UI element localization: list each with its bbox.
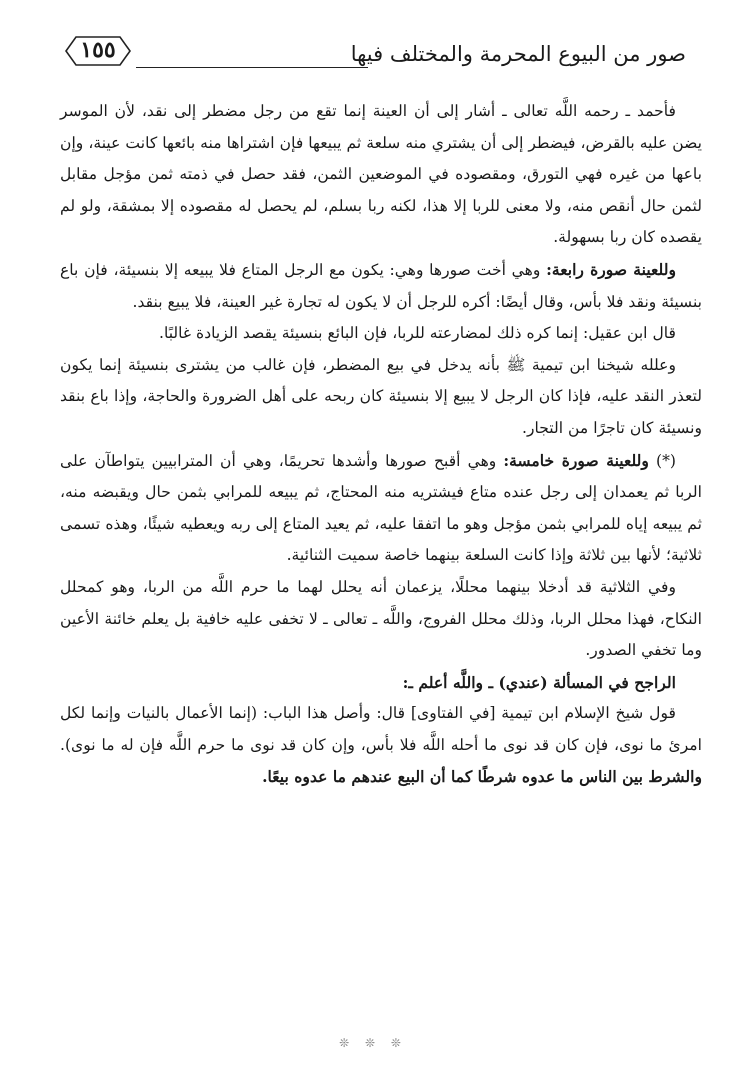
paragraph-6: وفي الثلاثية قد أدخلا بينهما محللًا، يزعمان أنه يحلل لهما ما حرم اللَّه من الربا، وهو كمحلل النكاح، فهذا محلل الربا، وذلك محلل الفروج، واللَّه ـ تعالى ـ لا تخفى عليه خافية بل يعلم خائنة الأعين وما تخفي الصدور. bbox=[60, 577, 702, 660]
page-body bbox=[60, 96, 702, 794]
footer-ornament: ❊ ❊ ❊ bbox=[339, 1036, 407, 1050]
running-header bbox=[52, 30, 686, 80]
paragraph-1: فأحمد ـ رحمه اللَّه تعالى ـ أشار إلى أن العينة إنما تقع من رجل مضطر إلى نقد، لأن الموسر يضن عليه بالقرض، فيضطر إلى أن يشتري منه سلعة ثم يبيعها فإن اشتراها منه بائعها كانت عينة، وإن باعها من غيره فهي التورق، ومقصوده في الموضعين الثمن، فقد حصل في ذمته ثمن مؤجل مقابل لثمن حال أنقص منه، ولا معنى للربا إلا هذا، لكنه ربا بسلم، لم يحصل له مقصوده إلا بمشقة، ولو لم يقصده كان ربا بسهولة. bbox=[60, 102, 702, 247]
page-number: ١٥٥ bbox=[80, 37, 116, 63]
paragraph-5 bbox=[60, 445, 702, 572]
running-title: صور من البيوع المحرمة والمختلف فيها bbox=[350, 42, 686, 66]
paragraph-8-text: قول شيخ الإسلام ابن تيمية [في الفتاوى] قال: وأصل هذا الباب: (إنما الأعمال بالنيات وإنما لكل امرئ ما نوى، فإن كان قد نوى ما أحله اللَّه فلا بأس، وإن كان قد نوى ما حرم اللَّه فإن له ما نوى). bbox=[60, 704, 702, 754]
paragraph-8-bold-conclusion: والشرط بين الناس ما عدوه شرطًا كما أن البيع عندهم ما عدوه بيعًا. bbox=[262, 767, 702, 787]
paragraph-4: وعلله شيخنا ابن تيمية ﷺ بأنه يدخل في بيع المضطر، فإن غالب من يشترى بنسيئة إنما يكون لتعذر النقد عليه، فإذا كان الرجل لا يبيع إلا بنسيئة كان ربحه على أهل الضرورة والحاجة، وإذا باع بنقد ونسيئة كان تاجرًا من التجار. bbox=[60, 355, 702, 437]
paragraph-3: قال ابن عقيل: إنما كره ذلك لمضارعته للربا، فإن البائع بنسيئة يقصد الزيادة غالبًا. bbox=[159, 324, 676, 343]
page-number-badge bbox=[62, 34, 134, 68]
paragraph-5-text: وهي أقبح صورها وأشدها تحريمًا، وهي أن المترابيين يتواطآن على الربا ثم يعمدان إلى رجل عنده متاع فيشتريه منه المحتاج، ثم يبيعه للمرابي بثمن حال ويقبضه منه، ثم يبيعه إياه للمرابي بثمن مؤجل وهو ما اتفقا عليه، ثم يعيد المتاع إلى ربه ويعطيه شيئًا، وهذه تسمى ثلاثية؛ لأنها بين ثلاثة وإذا كانت السلعة بينهما خاصة سميت الثنائية. bbox=[60, 451, 702, 565]
paragraph-2 bbox=[60, 254, 702, 318]
section-heading-fifth-form: وللعينة صورة خامسة: bbox=[503, 450, 649, 470]
footnote-marker: (*) bbox=[648, 451, 676, 470]
section-heading-preferred-view: الراجح في المسألة (عندي) ـ واللَّه أعلم ـ: bbox=[402, 672, 676, 692]
header-rule bbox=[136, 67, 368, 68]
section-heading-fourth-form: وللعينة صورة رابعة: bbox=[546, 259, 677, 279]
paragraph-2-text: وهي أخت صورها وهي: يكون مع الرجل المتاع فلا يبيعه إلا بنسيئة، فإن باع بنسيئة ونقد فلا بأس، وقال أيضًا: أكره للرجل أن لا يكون له تجارة غير العينة، فلا يبيع بنقد. bbox=[60, 260, 702, 311]
paragraph-8 bbox=[60, 698, 702, 794]
